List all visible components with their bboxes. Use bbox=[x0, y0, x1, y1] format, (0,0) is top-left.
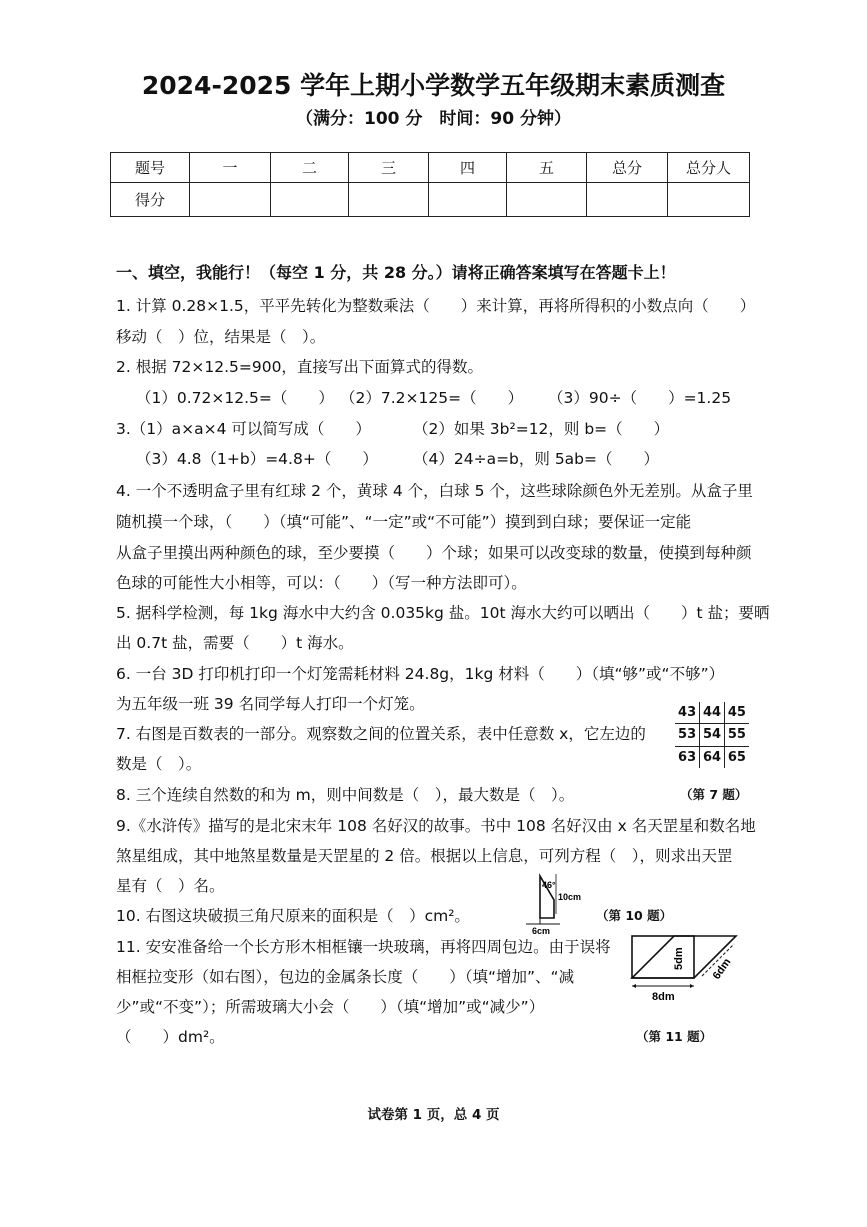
hundred-cell: 53 bbox=[675, 724, 700, 746]
question-3-part-3: （3）4.8（1+b）=4.8+（ ） bbox=[136, 450, 378, 468]
triangle-height-label: 10cm bbox=[558, 892, 582, 902]
triangle-base-label: 6cm bbox=[532, 926, 551, 934]
question-6-line-2: 为五年级一班 39 名同学每人打印一个灯笼。 bbox=[116, 695, 425, 713]
page-subtitle: （满分：100 分 时间：90 分钟） bbox=[296, 109, 571, 129]
question-9-line-3: 星有（ ）名。 bbox=[116, 877, 225, 895]
score-cell-total[interactable] bbox=[587, 183, 668, 217]
frame-base-label: 8dm bbox=[652, 991, 675, 1003]
question-1-line-2: 移动（ ）位，结果是（ ）。 bbox=[116, 328, 326, 346]
frame-height-label: 5dm bbox=[673, 947, 685, 970]
hundred-cell: 63 bbox=[675, 746, 700, 768]
question-3-part-1: 3.（1）a×a×4 可以简写成（ ） bbox=[116, 420, 371, 438]
figure-7-caption: （第 7 题） bbox=[680, 787, 748, 802]
question-11-line-4: （ ）dm²。 bbox=[116, 1028, 225, 1046]
score-header-3: 三 bbox=[349, 153, 429, 183]
score-header-4: 四 bbox=[429, 153, 507, 183]
question-9-line-1: 9.《水浒传》描写的是北宋末年 108 名好汉的故事。书中 108 名好汉由 x 名天罡星和数名地 bbox=[116, 817, 756, 835]
score-header-1: 一 bbox=[190, 153, 271, 183]
page-footer: 试卷第 1 页，总 4 页 bbox=[367, 1107, 500, 1123]
figure-10-caption: （第 10 题） bbox=[596, 908, 673, 923]
question-11-line-1: 11. 安安准备给一个长方形木相框镶一块玻璃，再将四周包边。由于误将 bbox=[116, 938, 611, 956]
score-header-2: 二 bbox=[271, 153, 349, 183]
score-table bbox=[110, 152, 750, 217]
score-cell-5[interactable] bbox=[507, 183, 587, 217]
question-7-line-2: 数是（ ）。 bbox=[116, 755, 202, 773]
score-row-label: 得分 bbox=[111, 183, 190, 217]
frame-side-label: 6dm bbox=[710, 956, 734, 982]
deformed-frame-figure bbox=[622, 930, 752, 1010]
score-cell-2[interactable] bbox=[271, 183, 349, 217]
question-3-part-4: （4）24÷a=b，则 5ab=（ ） bbox=[413, 450, 660, 468]
score-header-5: 五 bbox=[507, 153, 587, 183]
hundred-cell: 54 bbox=[700, 724, 725, 746]
question-4-line-3: 从盒子里摸出两种颜色的球，至少要摸（ ）个球；如果可以改变球的数量，使摸到每种颜 bbox=[116, 544, 752, 562]
question-11-line-3: 少”或“不变”）；所需玻璃大小会（ ）（填“增加”或“减少”） bbox=[116, 998, 545, 1016]
question-7-line-1: 7. 右图是百数表的一部分。观察数之间的位置关系，表中任意数 x，它左边的 bbox=[116, 725, 646, 743]
hundred-cell: 55 bbox=[724, 724, 749, 746]
question-5-line-2: 出 0.7t 盐，需要（ ）t 海水。 bbox=[116, 634, 354, 652]
question-1-line-1: 1. 计算 0.28×1.5，平平先转化为整数乘法（ ）来计算，再将所得积的小数点向（ ） bbox=[116, 297, 756, 315]
score-cell-1[interactable] bbox=[190, 183, 271, 217]
question-8: 8. 三个连续自然数的和为 m，则中间数是（ ），最大数是（ ）。 bbox=[116, 786, 575, 804]
score-cell-grader[interactable] bbox=[668, 183, 750, 217]
question-6-line-1: 6. 一台 3D 打印机打印一个灯笼需耗材料 24.8g，1kg 材料（ ）（填“够”或“不够”） bbox=[116, 665, 725, 683]
question-4-line-2: 随机摸一个球，（ ）（填“可能”、“一定”或“不可能”）摸到到白球；要保证一定能 bbox=[116, 513, 692, 531]
question-2-part-1: （1）0.72×12.5=（ ） bbox=[136, 389, 334, 407]
score-header-total: 总分 bbox=[587, 153, 668, 183]
question-5-line-1: 5. 据科学检测，每 1kg 海水中大约含 0.035kg 盐。10t 海水大约可以晒出（ ）t 盐；要晒 bbox=[116, 604, 770, 622]
broken-triangle-figure bbox=[512, 868, 592, 934]
question-11-line-2: 相框拉变形（如右图），包边的金属条长度（ ）（填“增加”、“减 bbox=[116, 968, 575, 986]
question-2-part-2: （2）7.2×125=（ ） bbox=[340, 389, 524, 407]
question-9-line-2: 煞星组成，其中地煞星数量是天罡星的 2 倍。根据以上信息，可列方程（ ），则求出天罡 bbox=[116, 847, 733, 865]
hundred-cell: 65 bbox=[724, 746, 749, 768]
question-2-line-1: 2. 根据 72×12.5=900，直接写出下面算式的得数。 bbox=[116, 358, 483, 376]
hundred-cell: 45 bbox=[724, 702, 749, 724]
question-4-line-1: 4. 一个不透明盒子里有红球 2 个，黄球 4 个，白球 5 个，这些球除颜色外无差别。从盒子里 bbox=[116, 482, 753, 500]
question-4-line-4: 色球的可能性大小相等，可以：（ ）（写一种方法即可）。 bbox=[116, 574, 527, 592]
section-heading: 一、填空，我能行！（每空 1 分，共 28 分。）请将正确答案填写在答题卡上！ bbox=[116, 263, 676, 282]
triangle-angle-label: 46° bbox=[542, 880, 556, 890]
question-3-part-2: （2）如果 3b²=12，则 b=（ ） bbox=[413, 420, 670, 438]
score-cell-4[interactable] bbox=[429, 183, 507, 217]
page-title: 2024-2025 学年上期小学数学五年级期末素质测查 bbox=[141, 71, 726, 100]
figure-11-caption: （第 11 题） bbox=[636, 1029, 713, 1044]
hundred-cell: 44 bbox=[700, 702, 725, 724]
question-2-part-3: （3）90÷（ ）=1.25 bbox=[548, 389, 732, 407]
hundred-cell: 64 bbox=[700, 746, 725, 768]
hundred-cell: 43 bbox=[675, 702, 700, 724]
score-cell-3[interactable] bbox=[349, 183, 429, 217]
score-header-label: 题号 bbox=[111, 153, 190, 183]
question-10: 10. 右图这块破损三角尺原来的面积是（ ）cm²。 bbox=[116, 907, 470, 925]
score-header-grader: 总分人 bbox=[668, 153, 750, 183]
hundred-table-figure bbox=[675, 702, 749, 768]
